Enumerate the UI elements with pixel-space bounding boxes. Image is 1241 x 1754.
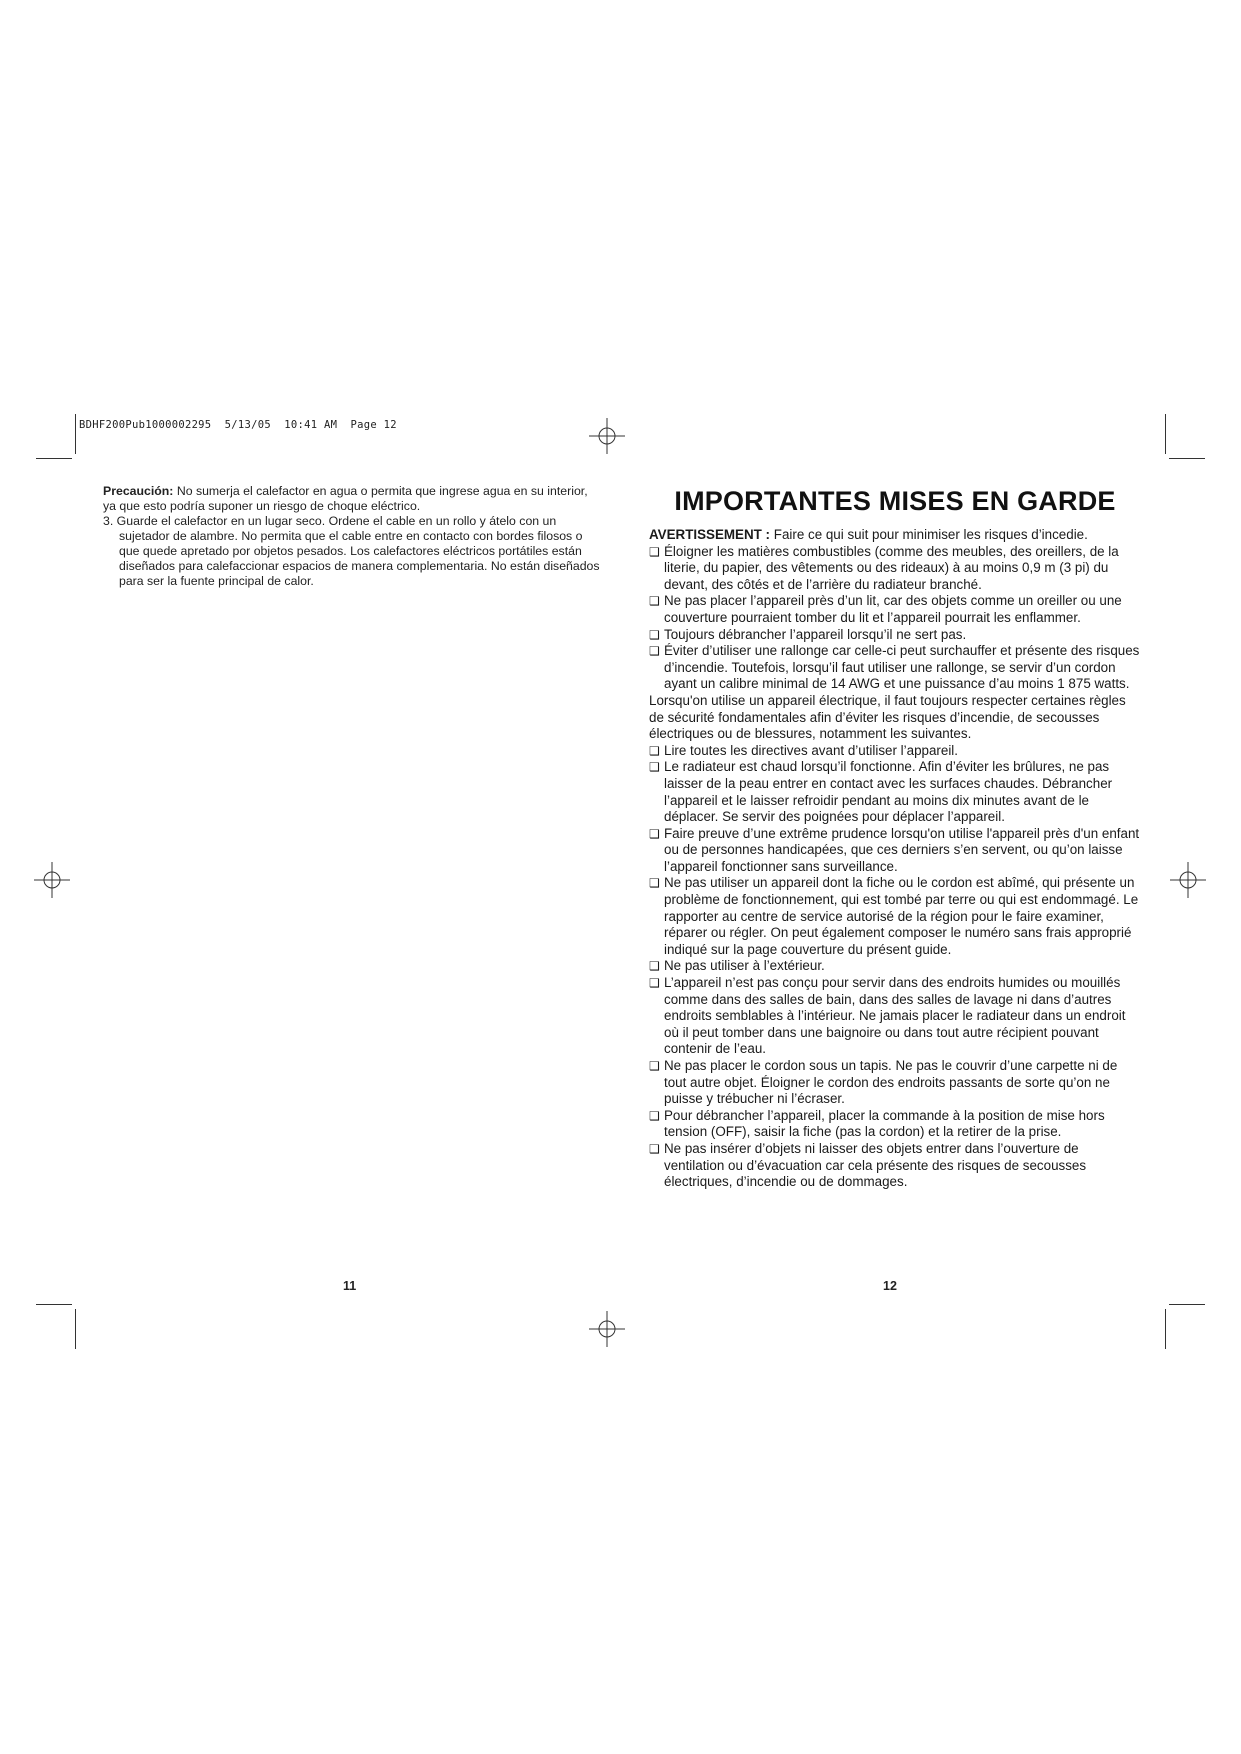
list-item: ❑ Ne pas placer l’appareil près d’un lit, car des objets comme un oreiller ou une couverture pourraient tomber du lit et l’appareil pourrait les enflammer. — [649, 593, 1122, 625]
checkbox-bullet-icon: ❑ — [649, 1059, 660, 1073]
warning-bullet-list — [649, 544, 1141, 693]
checkbox-bullet-icon: ❑ — [649, 876, 660, 891]
list-item: ❑ Éviter d’utiliser une rallonge car celle-ci peut surchauffer et présente des risques d’incendie. Toutefois, lorsqu’il faut utiliser une rallonge, se servir d’un cordon ayant un calibre minimal de 14 AWG et une puissance d’au moins 1 875 watts. — [649, 643, 1140, 692]
list-item: ❑ Ne pas utiliser un appareil dont la fiche ou le cordon est abîmé, qui présente un problème de fonctionnement, qui est tombé par terre ou qui est endommagé. Le rapporter au centre de service autorisé de la région pour le faire examiner, réparer ou régler. On peut également composer le numéro sans frais approprié indiqué sur la page couverture du présent guide. — [649, 875, 1139, 957]
warning-text: Faire ce qui suit pour minimiser les risques d’incedie. — [773, 527, 1088, 542]
list-item: ❑ Ne pas utiliser à l’extérieur. — [649, 958, 825, 974]
crop-mark-bottom-left-horizontal — [36, 1304, 72, 1305]
safety-bullet-list — [649, 743, 1141, 1191]
registration-mark-bottom — [589, 1311, 625, 1347]
crop-mark-top-right-vertical — [1165, 414, 1166, 454]
list-item: ❑ Ne pas placer le cordon sous un tapis. Ne pas le couvrir d’une carpette ni de tout autre objet. Éloigner le cordon des endroits passants de sorte qu’on ne puisse y trébucher ni l’écraser. — [649, 1058, 1118, 1107]
left-page-text — [103, 484, 601, 589]
caution-text: No sumerja el calefactor en agua o permita que ingrese agua en su interior, ya que esto podría suponer un riesgo de choque eléctrico. — [103, 484, 588, 513]
checkbox-bullet-icon: ❑ — [649, 743, 660, 758]
checkbox-bullet-icon: ❑ — [649, 1141, 660, 1156]
page-number-left: 11 — [343, 1279, 357, 1293]
storage-instruction-item: 3. Guarde el calefactor en un lugar seco. Ordene el cable en un rollo y átelo con un sujetador de alambre. No permita que el cable entre en contacto con bordes filosos o que quede apretado por objetos pesados. Los calefactores eléctricos portátiles están diseñados para calefaccionar espacios de manera complementaria. No están diseñados para ser la fuente principal de calor. — [103, 514, 600, 588]
list-item: ❑ Faire preuve d’une extrême prudence lorsqu'on utilise l'appareil près d'un enfant ou de personnes handicapées, que ces derniers s’en servent, ou qu’on laisse l’appareil fonctionner sans surveillance. — [649, 825, 1140, 874]
registration-mark-right — [1170, 862, 1206, 898]
checkbox-bullet-icon: ❑ — [649, 544, 660, 559]
caution-label: Precaución: — [103, 484, 174, 498]
checkbox-bullet-icon: ❑ — [649, 644, 660, 659]
crop-mark-top-left-vertical — [75, 414, 76, 454]
warning-paragraph — [649, 527, 1141, 544]
list-item: ❑ L’appareil n’est pas conçu pour servir dans des endroits humides ou mouillés comme dans des salles de bain, dans des salles de lavage ni dans d’autres endroits semblables à l’intérieur. Ne jamais placer le radiateur dans un endroit où il peut tomber dans une baignoire ou dans tout autre récipient pouvant contenir de l’eau. — [649, 975, 1126, 1057]
registration-mark-top — [589, 418, 625, 454]
checkbox-bullet-icon: ❑ — [649, 627, 660, 642]
list-item: ❑ Lire toutes les directives avant d’utiliser l’appareil. — [649, 742, 958, 758]
checkbox-bullet-icon: ❑ — [649, 760, 660, 775]
list-item: ❑ Ne pas insérer d’objets ni laisser des objets entrer dans l’ouverture de ventilation ou d’évacuation car cela présente des risques de secousses électriques, d’incendie ou de dommages. — [649, 1140, 1087, 1190]
checkbox-bullet-icon: ❑ — [649, 826, 660, 841]
crop-mark-bottom-left-vertical — [75, 1309, 76, 1349]
checkbox-bullet-icon: ❑ — [649, 1108, 660, 1123]
page-number-right: 12 — [883, 1279, 897, 1293]
page-title: IMPORTANTES MISES EN GARDE — [674, 486, 1116, 516]
safety-intro-paragraph: Lorsqu'on utilise un appareil électrique, il faut toujours respecter certaines règles de sécurité fondamentales afin d’éviter les risques d’incendie, de secousses électriques ou de blessures, notamment les suivantes. — [649, 692, 1126, 742]
registration-mark-left — [34, 862, 70, 898]
caution-paragraph — [103, 484, 601, 514]
warning-label: AVERTISSEMENT : — [649, 527, 771, 542]
checkbox-bullet-icon: ❑ — [649, 594, 660, 609]
checkbox-bullet-icon: ❑ — [649, 976, 660, 991]
checkbox-bullet-icon: ❑ — [649, 959, 660, 974]
crop-mark-bottom-right-horizontal — [1169, 1304, 1205, 1305]
crop-mark-top-left-horizontal — [36, 458, 72, 459]
crop-mark-bottom-right-vertical — [1165, 1309, 1166, 1349]
crop-mark-top-right-horizontal — [1169, 458, 1205, 459]
print-slug-line: BDHF200Pub1000002295 5/13/05 10:41 AM Page 12 — [79, 419, 397, 431]
list-item: ❑ Le radiateur est chaud lorsqu’il fonctionne. Afin d’éviter les brûlures, ne pas laisser de la peau entrer en contact avec les surfaces chaudes. Débrancher l’appareil et le laisser refroidir pendant au moins dix minutes avant de le déplacer. Se servir des poignées pour déplacer l’appareil. — [649, 759, 1113, 825]
list-item: ❑ Éloigner les matières combustibles (comme des meubles, des oreillers, de la literie, du papier, des vêtements ou des rideaux) à au moins 0,9 m (3 pi) du devant, des côtés et de l’arrière du radiateur branché. — [649, 543, 1119, 592]
list-item: ❑ Pour débrancher l’appareil, placer la commande à la position de mise hors tension (OFF), saisir la fiche (pas la cordon) et la retirer de la prise. — [649, 1107, 1105, 1140]
right-page-text — [649, 484, 1141, 1191]
list-item: ❑ Toujours débrancher l’appareil lorsqu’il ne sert pas. — [649, 626, 967, 642]
